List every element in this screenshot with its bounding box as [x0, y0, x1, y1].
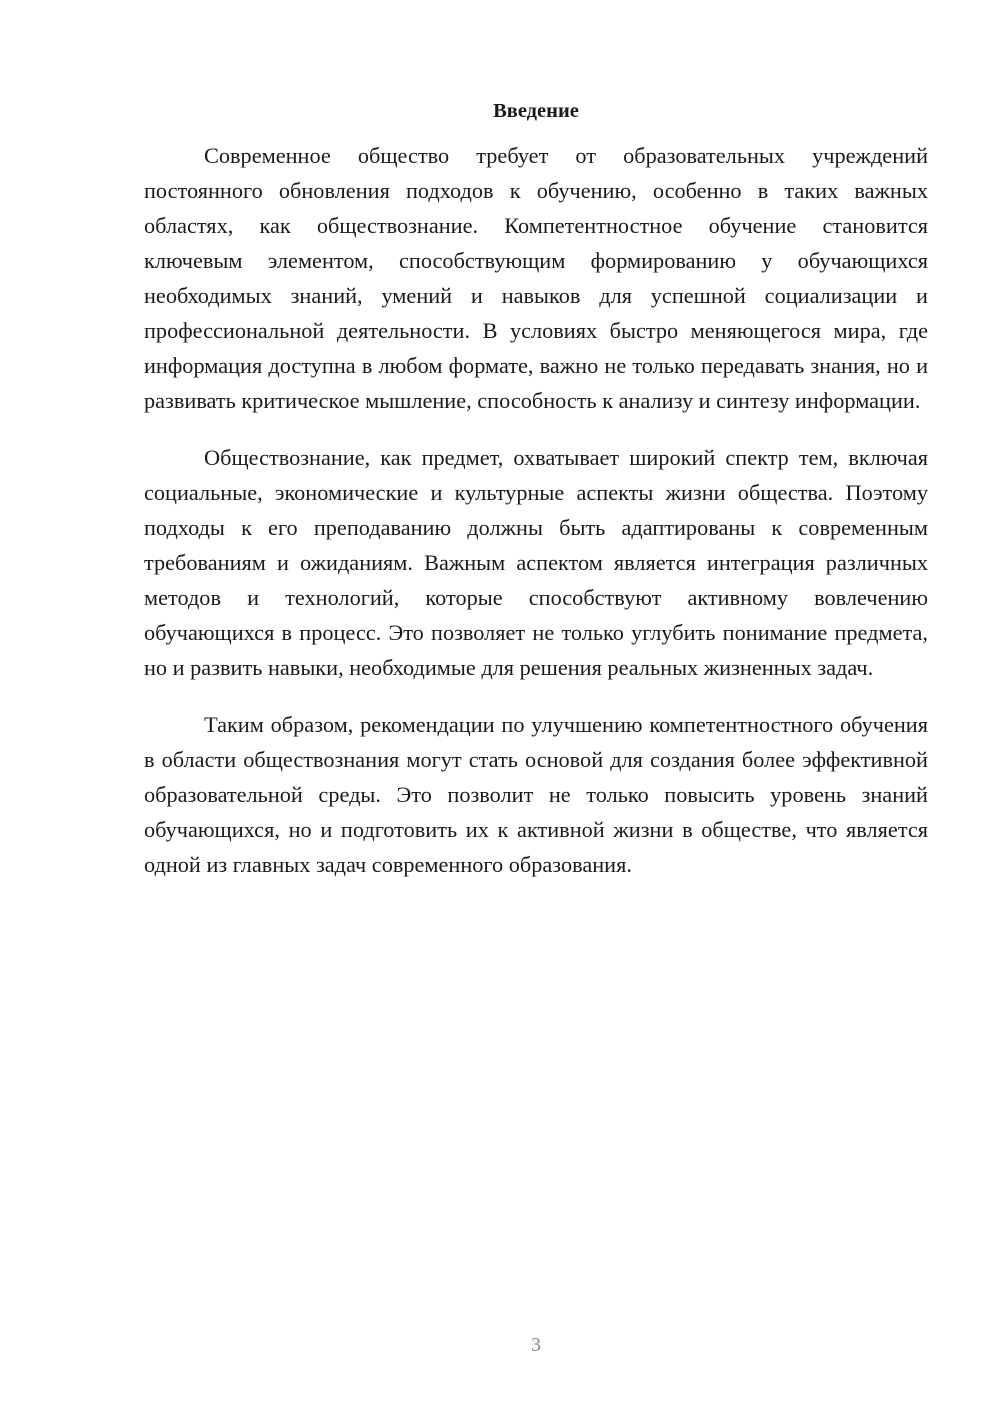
paragraph-2: Обществознание, как предмет, охватывает широкий спектр тем, включая социальные, экономические и культурные аспекты жизни общества. Поэтому подходы к его преподаванию должны быть адаптированы к современным требованиям и ожиданиям. Важным аспектом является интеграция различных методов и технологий, которые способствуют активному вовлечению обучающихся в процесс. Это позволяет не только углубить понимание предмета, но и развить навыки, необходимые для решения реальных жизненных задач.	[144, 445, 928, 680]
page-number: 3	[531, 1334, 541, 1356]
section-title: Введение	[493, 100, 579, 122]
page-content	[144, 96, 928, 904]
paragraph-1: Современное общество требует от образовательных учреждений постоянного обновления подходов к обучению, особенно в таких важных областях, как обществознание. Компетентностное обучение становится ключевым элементом, способствующим формированию у обучающихся необходимых знаний, умений и навыков для успешной социализации и профессиональной деятельности. В условиях быстро меняющегося мира, где информация доступна в любом формате, важно не только передавать знания, но и развивать критическое мышление, способность к анализу и синтезу информации.	[144, 143, 928, 413]
paragraph-3: Таким образом, рекомендации по улучшению компетентностного обучения в области обществознания могут стать основой для создания более эффективной образовательной среды. Это позволит не только повысить уровень знаний обучающихся, но и подготовить их к активной жизни в обществе, что является одной из главных задач современного образования.	[144, 712, 928, 877]
